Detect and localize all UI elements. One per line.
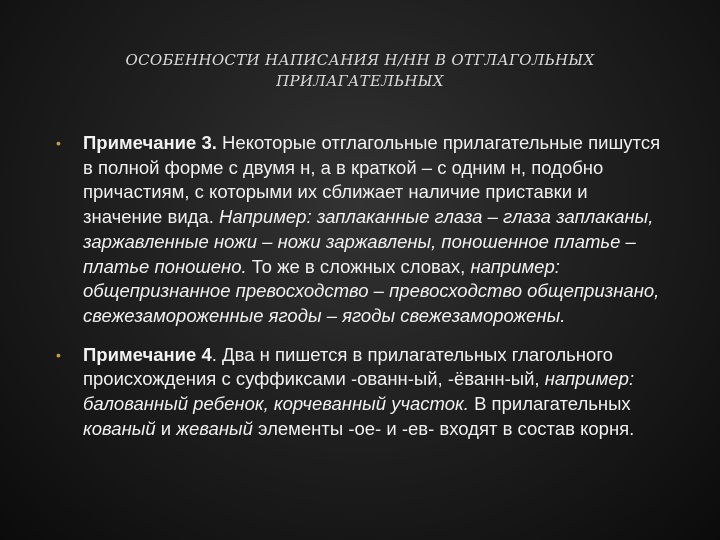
note-word: жеваный	[176, 417, 253, 439]
note-example: например: общепризнанное превосходство – превосходство общепризнано, свежезамороженные ягоды – ягоды свежезаморожены.	[83, 255, 660, 326]
note-text: То же в сложных словах,	[246, 255, 471, 277]
list-item-note-3	[56, 131, 668, 329]
list-item-note-4	[56, 343, 668, 442]
note-label: Примечание 3.	[83, 132, 217, 153]
note-example: Например: заплаканные глаза – глаза заплаканы, заржавленные ножи – ножи заржавлены, поношенное платье – платье поношено.	[83, 206, 654, 277]
bullet-icon: •	[56, 135, 61, 151]
note-word: кованый	[83, 417, 156, 439]
note-example: например: балованный ребенок, корчеванный участок.	[83, 368, 635, 415]
note-text: В прилагательных	[468, 393, 631, 415]
note-text: . Два н пишется в прилагательных глагольного происхождения с суффиксами -ованн-ый, -ёванн-ый,	[83, 343, 613, 390]
notes-list	[56, 131, 668, 441]
note-label: Примечание 4	[83, 343, 212, 365]
bullet-icon: •	[56, 346, 61, 363]
slide-title	[60, 50, 660, 92]
note-text: элементы -ое- и -ев- входят в состав корня.	[252, 417, 635, 439]
title-line-1: ОСОБЕННОСТИ НАПИСАНИЯ Н/НН В ОТГЛАГОЛЬНЫХ	[125, 51, 595, 69]
note-text: Некоторые отглагольные прилагательные пишутся в полной форме с двумя н, а в краткой – с одним н, подобно причастиям, с которыми их сближает наличие приставки и значение вида.	[83, 132, 661, 228]
title-line-2: ПРИЛАГАТЕЛЬНЫХ	[276, 72, 444, 90]
note-text: и	[155, 417, 177, 439]
